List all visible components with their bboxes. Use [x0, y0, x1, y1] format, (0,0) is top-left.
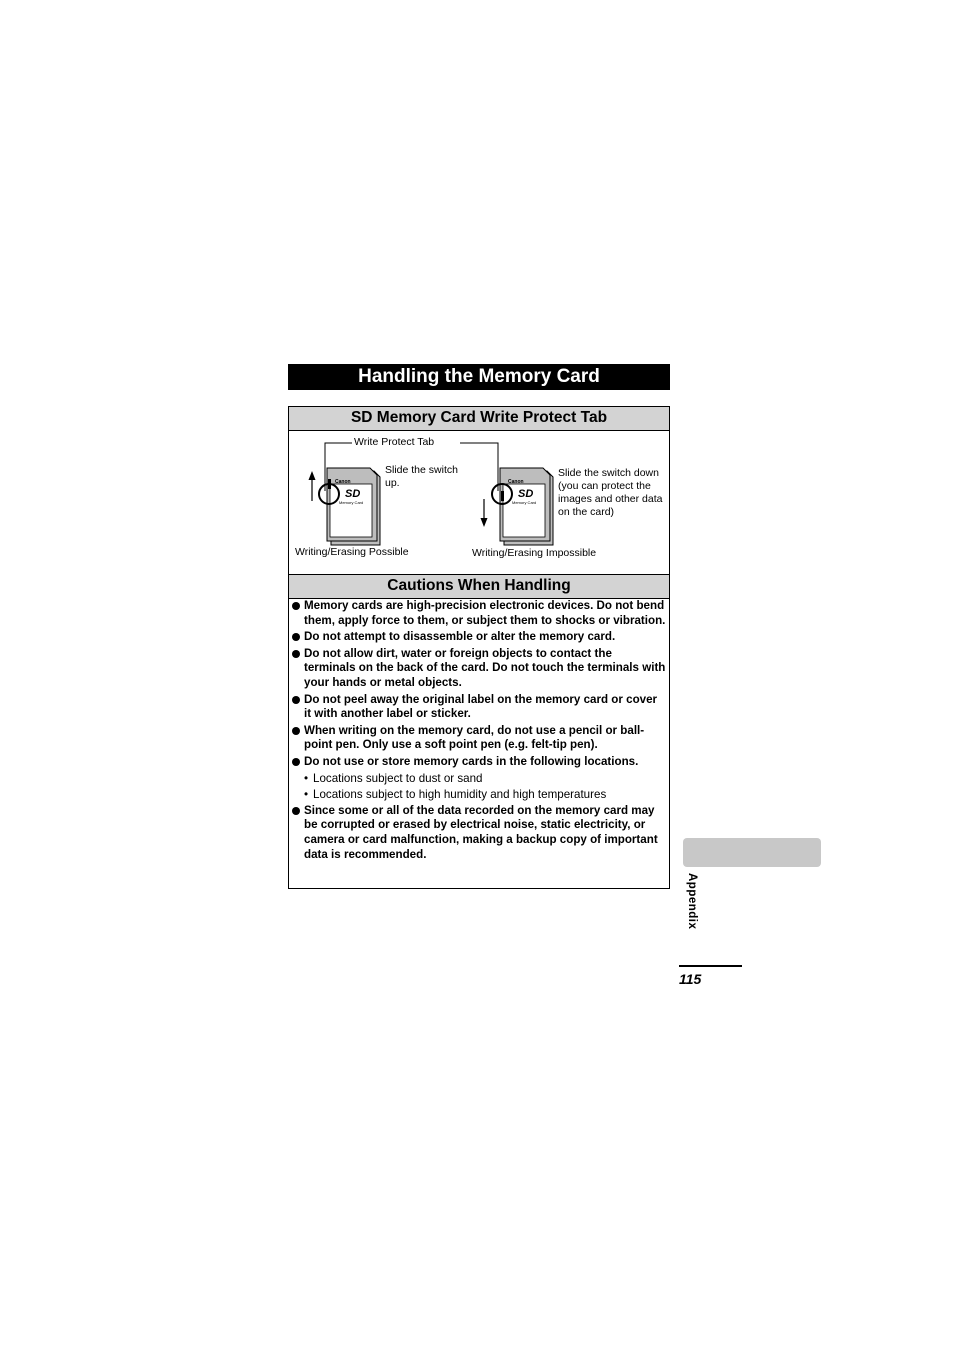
cautions-heading: Cautions When Handling	[289, 574, 669, 599]
write-protect-heading: SD Memory Card Write Protect Tab	[289, 407, 669, 431]
page-title: Handling the Memory Card	[288, 364, 670, 390]
chapter-tab	[683, 838, 821, 867]
arrow-up-icon	[309, 471, 316, 501]
svg-text:SD: SD	[518, 488, 534, 500]
sub-list-item: • Locations subject to dust or sand	[289, 772, 669, 787]
chapter-tab-label: Appendix	[686, 873, 698, 930]
sub-list-item: • Locations subject to high humidity and high temperatures	[289, 788, 669, 803]
write-protect-tab-label: Write Protect Tab	[354, 436, 435, 448]
arrow-down-icon	[481, 499, 488, 527]
list-item: Memory cards are high-precision electronic devices. Do not bend them, apply force to them, or subject them to shocks or vibration.	[289, 599, 669, 628]
list-item: When writing on the memory card, do not use a pencil or ball-point pen. Only use a soft point pen (e.g. felt-tip pen).	[289, 724, 669, 753]
list-item: Do not allow dirt, water or foreign objects to contact the terminals on the back of the card. Do not touch the terminals with your hands or metal objects.	[289, 647, 669, 691]
page-number-rule	[679, 965, 742, 967]
svg-text:Canon: Canon	[335, 479, 351, 485]
content-box	[288, 406, 670, 889]
list-item: Do not attempt to disassemble or alter the memory card.	[289, 630, 669, 645]
list-item: Do not peel away the original label on the memory card or cover it with another label or sticker.	[289, 693, 669, 722]
list-item: Do not use or store memory cards in the following locations.	[289, 755, 669, 770]
svg-text:Canon: Canon	[508, 479, 524, 485]
write-protect-diagram	[289, 431, 669, 574]
sd-card-right	[492, 468, 553, 545]
list-item: Since some or all of the data recorded on the memory card may be corrupted or erased by electrical noise, static electricity, or camera or card malfunction, making a backup copy of important data is recommended.	[289, 804, 669, 862]
page-number: 115	[679, 971, 702, 987]
svg-text:Memory Card: Memory Card	[512, 500, 537, 505]
right-card-caption: Writing/Erasing Impossible	[472, 547, 597, 559]
left-card-caption: Writing/Erasing Possible	[295, 546, 409, 558]
left-card-instruction: Slide the switch up.	[385, 464, 458, 489]
sd-card-left	[319, 468, 380, 545]
svg-text:SD: SD	[345, 488, 361, 500]
svg-text:Memory Card: Memory Card	[339, 500, 364, 505]
right-card-instruction: Slide the switch down (you can protect the images and other data on the card)	[558, 467, 663, 518]
cautions-list	[289, 599, 669, 864]
